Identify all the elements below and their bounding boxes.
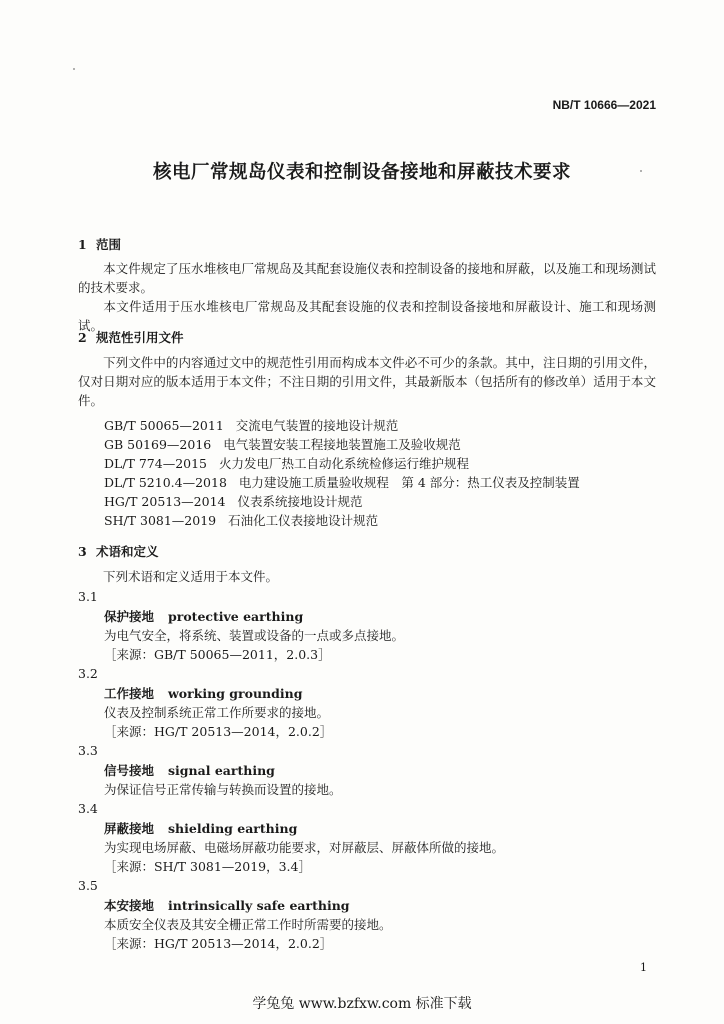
term-number: 3.5 bbox=[78, 878, 98, 893]
normative-reference: DL/T 774—2015 火力发电厂热工自动化系统检修运行维护规程 bbox=[104, 456, 470, 471]
page-number: 1 bbox=[640, 961, 647, 974]
normative-reference: HG/T 20513—2014 仪表系统接地设计规范 bbox=[104, 494, 363, 509]
term-definition: 为电气安全，将系统、装置或设备的一点或多点接地。 bbox=[104, 628, 405, 643]
section-2-para-1: 下列文件中的内容通过文中的规范性引用而构成本文件必不可少的条款。其中，注日期的引用文件，仅对日期对应的版本适用于本文件；不注日期的引用文件，其最新版本（包括所有的修改单）适用于本文件。 bbox=[78, 355, 656, 408]
term-title: 保护接地 protective earthing bbox=[104, 609, 304, 624]
term-number: 3.3 bbox=[78, 743, 98, 758]
term-definition: 为保证信号正常传输与转换而设置的接地。 bbox=[104, 782, 342, 797]
term-source: ［来源：SH/T 3081—2019，3.4］ bbox=[104, 859, 311, 874]
normative-reference: GB/T 50065—2011 交流电气装置的接地设计规范 bbox=[104, 418, 399, 433]
term-number: 3.2 bbox=[78, 666, 98, 681]
section-1-para-1: 本文件规定了压水堆核电厂常规岛及其配套设施仪表和控制设备的接地和屏蔽，以及施工和现场测试的技术要求。 bbox=[78, 261, 656, 295]
term-title: 工作接地 working grounding bbox=[104, 686, 303, 701]
footer-watermark: 学兔兔 www.bzfxw.com 标准下载 bbox=[252, 996, 472, 1012]
term-title: 信号接地 signal earthing bbox=[104, 763, 275, 778]
term-definition: 本质安全仪表及其安全栅正常工作时所需要的接地。 bbox=[104, 917, 392, 932]
standard-number: NB/T 10666—2021 bbox=[552, 98, 656, 112]
term-definition: 仪表及控制系统正常工作所要求的接地。 bbox=[104, 705, 330, 720]
term-definition: 为实现电场屏蔽、电磁场屏蔽功能要求，对屏蔽层、屏蔽体所做的接地。 bbox=[104, 840, 505, 855]
normative-reference: DL/T 5210.4—2018 电力建设施工质量验收规程 第 4 部分：热工仪表及控制装置 bbox=[104, 475, 580, 490]
document-title: 核电厂常规岛仪表和控制设备接地和屏蔽技术要求 bbox=[152, 162, 571, 183]
term-source: ［来源：GB/T 50065—2011，2.0.3］ bbox=[104, 647, 331, 662]
section-2-heading: 2 规范性引用文件 bbox=[78, 330, 184, 345]
term-title: 本安接地 intrinsically safe earthing bbox=[104, 898, 350, 913]
term-number: 3.4 bbox=[78, 801, 98, 816]
term-source: ［来源：HG/T 20513—2014，2.0.2］ bbox=[104, 724, 333, 739]
section-3-heading: 3 术语和定义 bbox=[78, 544, 159, 559]
term-source: ［来源：HG/T 20513—2014，2.0.2］ bbox=[104, 936, 333, 951]
section-1-heading: 1 范围 bbox=[78, 237, 122, 252]
normative-reference: SH/T 3081—2019 石油化工仪表接地设计规范 bbox=[104, 513, 379, 528]
scan-speck bbox=[73, 68, 75, 70]
section-3-para-1: 下列术语和定义适用于本文件。 bbox=[103, 569, 279, 584]
section-1-para-2: 本文件适用于压水堆核电厂常规岛及其配套设施的仪表和控制设备接地和屏蔽设计、施工和现场测试。 bbox=[78, 299, 656, 333]
term-number: 3.1 bbox=[78, 589, 98, 604]
normative-reference: GB 50169—2016 电气装置安装工程接地装置施工及验收规范 bbox=[104, 437, 461, 452]
term-title: 屏蔽接地 shielding earthing bbox=[104, 821, 298, 836]
